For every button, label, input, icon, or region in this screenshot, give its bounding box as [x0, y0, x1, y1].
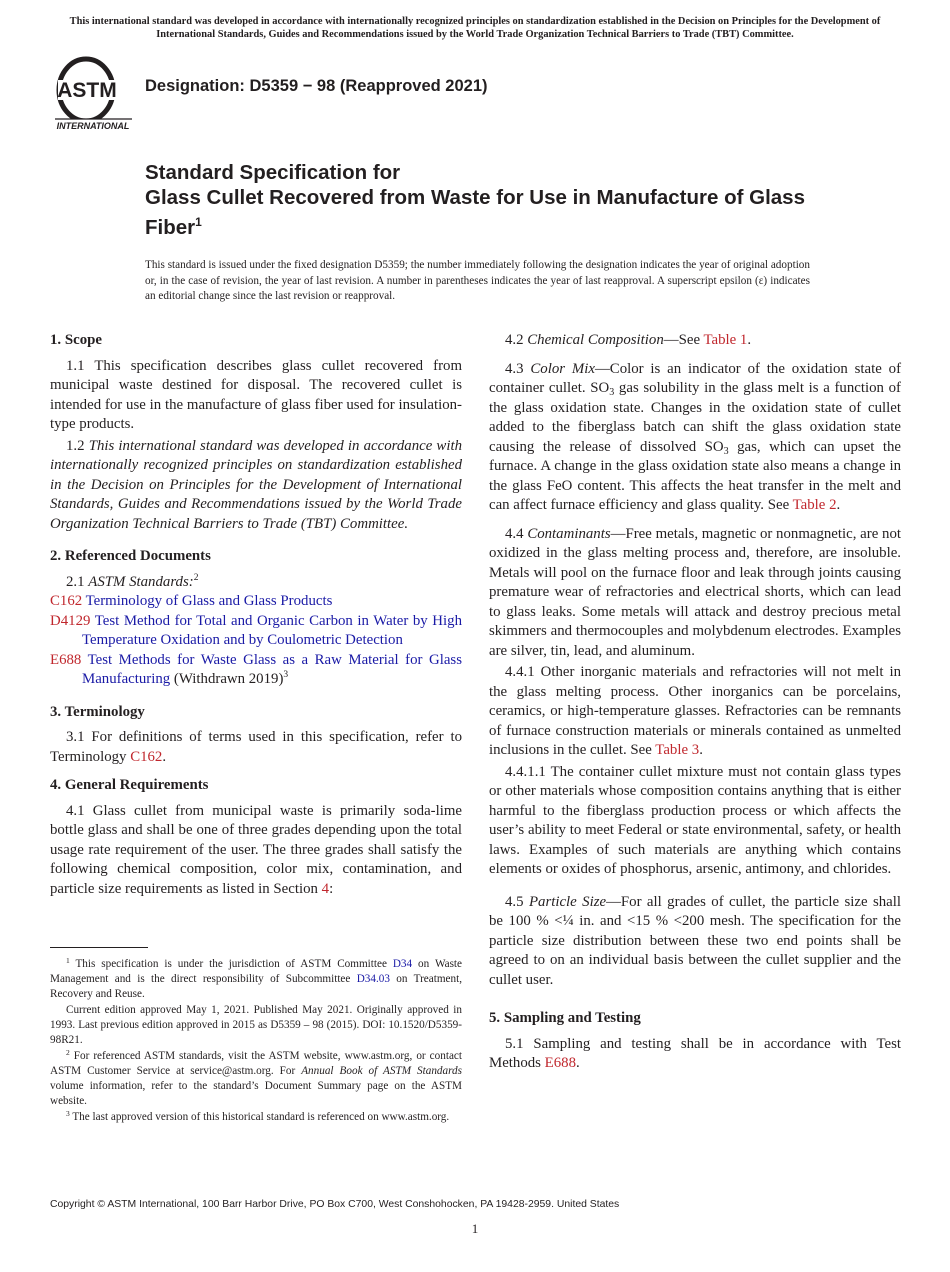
footnote-2-text-a: For referenced ASTM standards, visit the ASTM website, www.astm.org, or contact ASTM Customer Service at service@astm.org. For [50, 1050, 462, 1077]
footnote-2-text-b: volume information, refer to the standard’s Document Summary page on the ASTM website. [50, 1080, 462, 1107]
para-4-4 [489, 525, 901, 662]
footnote-mark-2: 2 [193, 572, 199, 583]
para-4-1-end: : [329, 880, 334, 897]
footnote-3-text: The last approved version of this historical standard is referenced on www.astm.org. [69, 1111, 450, 1123]
link-d34[interactable]: D34 [392, 958, 413, 970]
ref-title-d4129[interactable]: Test Method for Total and Organic Carbon in Water by High Temperature Oxidation and by Coulometric Detection [82, 612, 462, 648]
para-4-3-end: . [836, 497, 841, 513]
document-title [145, 160, 865, 240]
para-4-3-num: 4.3 [505, 360, 531, 377]
para-4-4-num: 4.4 [505, 525, 528, 542]
astm-logo-icon [50, 55, 136, 135]
para-4-4-1-1: 4.4.1.1 The container cullet mixture must not contain glass types or other materials whose composition contains anything that is either harmful to the fiberglass production process or which affects the user’s ability to meet Federal or state environmental, safety, or health laws. Examples of such materials are anything which contains elements or oxides of phosphorus, arsenic, antimony, and chlorides. [489, 763, 901, 877]
para-4-5 [489, 893, 901, 991]
issue-statement: This standard is issued under the fixed designation D5359; the number immediately following the designation indicates the year of original adoption or, in the case of revision, the year of last revision. A number in parentheses indicates the year of last reapproval. A superscript epsilon (ε) indicates an editorial change since the last revision or reapproval. [145, 259, 810, 302]
footnote-3-mark: 3 [66, 1109, 70, 1118]
footnote-3 [50, 1110, 462, 1125]
title-footnote-mark: 1 [195, 215, 202, 229]
footnote-1-edition: Current edition approved May 1, 2021. Published May 2021. Originally approved in 1993. Last previous edition approved in 2015 as D5359 – 98 (2015). DOI: 10.1520/D5359-98R21. [50, 1004, 462, 1046]
para-4-3-text-b: gas solubility in the glass melt is a function of the glass oxidation state. Changes in the oxidation state of cullet added to the fiberglass batch can shift the glass oxidation state causing the release of dissolved SO [489, 380, 901, 455]
right-column [489, 331, 901, 1074]
para-4-5-label: Particle Size [528, 893, 607, 910]
designation: Designation: D5359 − 98 (Reapproved 2021) [145, 77, 488, 95]
link-e688[interactable]: E688 [544, 1055, 577, 1071]
reference-c162[interactable] [50, 592, 462, 612]
para-1-2-num: 1.2 [66, 437, 89, 454]
footnote-2 [50, 1049, 462, 1109]
so3-subscript: 3 [723, 445, 729, 457]
para-5-1-end: . [576, 1055, 580, 1071]
para-2-1-num: 2.1 [66, 573, 89, 590]
section-1-heading: 1. Scope [50, 332, 102, 348]
para-4-2-mid: —See [663, 332, 704, 348]
footnote-1-text-b: on Waste Management and is the direct responsibility of Subcommittee [50, 958, 463, 985]
para-4-2 [489, 331, 901, 351]
title-main-text: Glass Cullet Recovered from Waste for Use in Manufacture of Glass Fiber [145, 186, 805, 239]
para-4-3-text-a: —Color is an indicator of the oxidation state of container cullet. SO [489, 360, 902, 396]
para-4-1-text: 4.1 Glass cullet from municipal waste is primarily soda-lime bottle glass and shall be one of three grades depending upon the total usage rate requirement of the user. The three grades shall satisfy the following chemical composition, color mix, contamination, and particle size requirements as listed in Section [50, 802, 462, 897]
copyright-notice: Copyright © ASTM International, 100 Barr Harbor Drive, PO Box C700, West Conshohocken, PA 19428-2959. United States [50, 1199, 620, 1210]
section-2-heading: 2. Referenced Documents [50, 548, 211, 564]
para-2-1-label: ASTM Standards: [88, 573, 194, 590]
para-4-5-num: 4.5 [505, 893, 529, 910]
logo-subtext: INTERNATIONAL [56, 121, 130, 131]
para-4-2-num: 4.2 [505, 332, 528, 348]
para-4-4-1-end: . [699, 742, 703, 758]
left-column [50, 331, 462, 899]
ref-code-d4129[interactable]: D4129 [50, 612, 91, 629]
footnote-1-text-c: on Treatment, Recovery and Reuse. [50, 973, 462, 1000]
page-number: 1 [471, 1221, 479, 1236]
logo-text: ASTM [57, 79, 117, 102]
para-1-2-text: This international standard was developed in accordance with internationally recognized principles on standardization established in the Decision on Principles for the Development of International Standards, Guides and Recommendations issued by the World Trade Organization Technical Barriers to Trade (TBT) Committee. [50, 437, 462, 532]
section-4-heading: 4. General Requirements [50, 777, 209, 793]
para-2-1 [50, 573, 462, 593]
para-3-1 [50, 728, 462, 767]
link-table-3[interactable]: Table 3 [655, 742, 700, 758]
para-4-4-text: —Free metals, magnetic or nonmagnetic, are not oxidized in the glass melting process and, therefore, are insoluble. Metals will pool on the furnace floor and leak through joints causing premature wear of refractories and electrical shorts, which can lead to glass leaks. Some metals will attack and destroy precious metal skimmers and thermocouples and molybdenum electrodes. Examples are silver, tin, lead, and aluminum. [489, 525, 902, 659]
so3-subscript: 3 [609, 387, 615, 398]
para-4-5-text: —For all grades of cullet, the particle size shall be 100 % <¼ in. and <15 % <200 mesh. The specification for the particle size distribution between these two end points shall be agreed to on an individual basis between the cullet supplier and the cullet user. [489, 893, 902, 988]
para-1-2 [50, 437, 462, 535]
footnote-rule [50, 947, 148, 948]
title-line-2 [145, 185, 865, 240]
para-4-3-text-c: gas, which can upset the furnace. A change in the glass oxidation state also means a change in the glass FeO content. This affects the heat transfer in the melt and can affect furnace efficiency and glass quality. See [489, 438, 901, 513]
footnote-1-text-a: This specification is under the jurisdiction of ASTM Committee [69, 958, 393, 970]
para-1-1: 1.1 This specification describes glass cullet recovered from municipal waste destined for disposal. The recovered cullet is intended for use in the manufacture of glass fiber used for insulation-type products. [50, 357, 462, 432]
development-notice: This international standard was developed in accordance with internationally recognized principles on standardization established in the Decision on Principles for the Development of International Standards, Guides and Recommendations issued by the World Trade Organization Technical Barriers to Trade (TBT) Committee. [69, 16, 881, 40]
para-4-4-1 [489, 663, 901, 761]
reference-e688[interactable] [50, 651, 462, 690]
footnote-2-italic: Annual Book of ASTM Standards [301, 1065, 462, 1077]
ref-suffix-e688: (Withdrawn 2019) [170, 671, 284, 687]
link-d34-03[interactable]: D34.03 [356, 973, 390, 985]
section-5-heading: 5. Sampling and Testing [489, 1010, 641, 1026]
ref-title-c162[interactable]: Terminology of Glass and Glass Products [85, 593, 333, 609]
ref-code-c162[interactable]: C162 [50, 593, 83, 609]
ref-code-e688[interactable]: E688 [50, 651, 82, 668]
para-3-1-text: 3.1 For definitions of terms used in this specification, refer to Terminology [50, 729, 462, 765]
footnote-1 [50, 957, 462, 1002]
para-4-2-end: . [747, 332, 752, 348]
para-5-1 [489, 1035, 901, 1074]
reference-d4129[interactable] [50, 612, 462, 651]
link-table-1[interactable]: Table 1 [703, 332, 748, 348]
para-4-4-1-text: 4.4.1 Other inorganic materials and refractories will not melt in the glass melting process. Other inorganics can be porcelains, ceramics, or high-temperature glasses. Refractories can be remnants of furnace construction materials or minerals contained as unmelted inclusions in the cullet. See [489, 664, 901, 758]
para-3-1-end: . [162, 748, 167, 765]
footnote-1-mark: 1 [66, 956, 70, 965]
footnote-mark-3: 3 [283, 670, 289, 680]
link-table-2[interactable]: Table 2 [792, 497, 837, 513]
para-4-3 [489, 360, 901, 516]
para-4-3-label: Color Mix [530, 360, 595, 377]
footnote-2-mark: 2 [66, 1048, 70, 1057]
para-4-4-label: Contaminants [527, 525, 611, 542]
link-section-4[interactable]: 4 [321, 880, 330, 897]
link-c162[interactable]: C162 [130, 748, 163, 765]
ref-title-e688[interactable]: Test Methods for Waste Glass as a Raw Material for Glass Manufacturing [82, 651, 462, 687]
para-4-1 [50, 802, 462, 900]
title-line-1: Standard Specification for [145, 161, 401, 184]
section-3-heading: 3. Terminology [50, 703, 145, 720]
para-5-1-text: 5.1 Sampling and testing shall be in accordance with Test Methods [489, 1035, 901, 1071]
para-4-2-label: Chemical Composition [527, 332, 664, 348]
footnotes [50, 957, 462, 1126]
